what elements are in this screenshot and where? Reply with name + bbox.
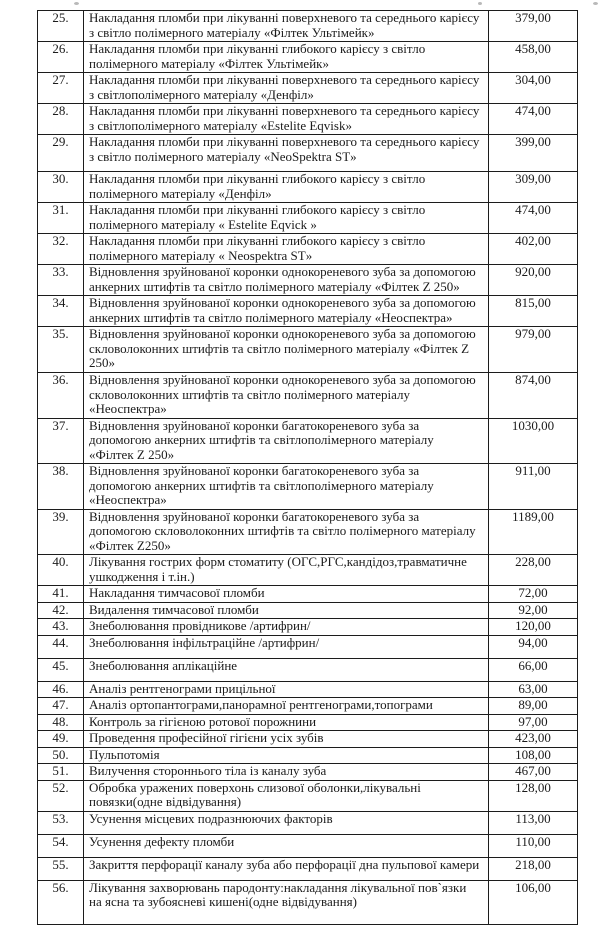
service-description-cell: Аналіз ортопантограми,панорамної рентгенограми,топограми (84, 698, 489, 715)
price-list-table (37, 10, 578, 925)
price-cell: 379,00 (489, 11, 578, 42)
row-number-cell: 47. (38, 698, 84, 715)
table-row (38, 135, 578, 172)
table-row (38, 464, 578, 510)
price-cell: 304,00 (489, 73, 578, 104)
table-row (38, 780, 578, 811)
table-row (38, 373, 578, 419)
service-description-cell: Лікування захворювань пародонту:накладання лікувальної пов`язки на ясна та зубоясневі кишені(одне відвідування) (84, 880, 489, 924)
row-number-cell: 37. (38, 418, 84, 464)
service-description-cell: Контроль за гігієною ротової порожнини (84, 714, 489, 731)
price-cell: 120,00 (489, 619, 578, 636)
price-cell: 218,00 (489, 857, 578, 880)
table-row (38, 635, 578, 658)
table-row (38, 265, 578, 296)
service-description-cell: Відновлення зруйнованої коронки однокореневого зуба за допомогою скловолоконних штифтів та світло полімерного матеріалу «Філтек Z 250» (84, 327, 489, 373)
service-description-cell: Відновлення зруйнованої коронки багатокореневого зуба за допомогою анкерних штифтів та світлополімерного матеріалу «Неоспектра» (84, 464, 489, 510)
table-row (38, 73, 578, 104)
row-number-cell: 55. (38, 857, 84, 880)
table-row (38, 104, 578, 135)
table-row (38, 418, 578, 464)
service-description-cell: Лікування гострих форм стоматиту (ОГС,РГС,кандідоз,травматичне ушкодження і т.ін.) (84, 555, 489, 586)
table-row (38, 834, 578, 857)
row-number-cell: 40. (38, 555, 84, 586)
table-row (38, 296, 578, 327)
price-cell: 467,00 (489, 764, 578, 781)
row-number-cell: 54. (38, 834, 84, 857)
price-cell: 110,00 (489, 834, 578, 857)
row-number-cell: 45. (38, 658, 84, 681)
row-number-cell: 33. (38, 265, 84, 296)
service-description-cell: Закриття перфорації каналу зуба або перфорації дна пульпової камери (84, 857, 489, 880)
row-number-cell: 38. (38, 464, 84, 510)
price-cell: 128,00 (489, 780, 578, 811)
price-cell: 911,00 (489, 464, 578, 510)
table-row (38, 619, 578, 636)
row-number-cell: 39. (38, 509, 84, 555)
price-cell: 874,00 (489, 373, 578, 419)
table-row (38, 42, 578, 73)
price-cell: 399,00 (489, 135, 578, 172)
price-table-body (38, 11, 578, 925)
price-cell: 979,00 (489, 327, 578, 373)
service-description-cell: Накладання пломби при лікуванні глибокого карієсу з світло полімерного матеріалу « Neospektra ST» (84, 234, 489, 265)
table-row (38, 586, 578, 603)
table-row (38, 764, 578, 781)
row-number-cell: 46. (38, 681, 84, 698)
row-number-cell: 30. (38, 172, 84, 203)
row-number-cell: 48. (38, 714, 84, 731)
service-description-cell: Знеболювання провідникове /артифрин/ (84, 619, 489, 636)
row-number-cell: 31. (38, 203, 84, 234)
price-cell: 1189,00 (489, 509, 578, 555)
price-cell: 72,00 (489, 586, 578, 603)
service-description-cell: Відновлення зруйнованої коронки багатокореневого зуба за допомогою скловолоконних штифтів та світло полімерного матеріалу «Філтек Z250» (84, 509, 489, 555)
table-row (38, 857, 578, 880)
price-cell: 474,00 (489, 203, 578, 234)
table-row (38, 714, 578, 731)
scan-artifact (593, 2, 598, 5)
table-row (38, 811, 578, 834)
service-description-cell: Накладання пломби при лікуванні глибокого карієсу з світло полімерного матеріалу « Estelite Eqvick » (84, 203, 489, 234)
service-description-cell: Накладання пломби при лікуванні глибокого карієсу з світло полімерного матеріалу «Філтек Ультімейк» (84, 42, 489, 73)
service-description-cell: Аналіз рентгенограми прицільної (84, 681, 489, 698)
service-description-cell: Усунення місцевих подразнюючих факторів (84, 811, 489, 834)
row-number-cell: 49. (38, 731, 84, 748)
service-description-cell: Відновлення зруйнованої коронки однокореневого зуба за допомогою анкерних штифтів та світло полімерного матеріалу «Неоспектра» (84, 296, 489, 327)
price-cell: 92,00 (489, 602, 578, 619)
service-description-cell: Пульпотомія (84, 747, 489, 764)
row-number-cell: 42. (38, 602, 84, 619)
row-number-cell: 50. (38, 747, 84, 764)
price-cell: 815,00 (489, 296, 578, 327)
row-number-cell: 41. (38, 586, 84, 603)
price-cell: 474,00 (489, 104, 578, 135)
price-cell: 309,00 (489, 172, 578, 203)
price-cell: 94,00 (489, 635, 578, 658)
price-cell: 89,00 (489, 698, 578, 715)
price-cell: 106,00 (489, 880, 578, 924)
price-cell: 920,00 (489, 265, 578, 296)
table-row (38, 327, 578, 373)
row-number-cell: 32. (38, 234, 84, 265)
row-number-cell: 53. (38, 811, 84, 834)
price-cell: 458,00 (489, 42, 578, 73)
row-number-cell: 29. (38, 135, 84, 172)
table-row (38, 658, 578, 681)
scan-artifact (74, 2, 79, 5)
row-number-cell: 43. (38, 619, 84, 636)
row-number-cell: 26. (38, 42, 84, 73)
table-row (38, 602, 578, 619)
table-row (38, 509, 578, 555)
row-number-cell: 44. (38, 635, 84, 658)
row-number-cell: 27. (38, 73, 84, 104)
service-description-cell: Вилучення стороннього тіла із каналу зуба (84, 764, 489, 781)
service-description-cell: Накладання тимчасової пломби (84, 586, 489, 603)
service-description-cell: Обробка уражених поверхонь слизової оболонки,лікувальні повязки(одне відвідування) (84, 780, 489, 811)
price-cell: 113,00 (489, 811, 578, 834)
table-row (38, 203, 578, 234)
price-cell: 108,00 (489, 747, 578, 764)
table-row (38, 731, 578, 748)
price-cell: 402,00 (489, 234, 578, 265)
service-description-cell: Накладання пломби при лікуванні поверхневого та середнього карієсу з світлополімерного матеріалу «Estelite Eqvisk» (84, 104, 489, 135)
price-cell: 1030,00 (489, 418, 578, 464)
table-row (38, 172, 578, 203)
service-description-cell: Видалення тимчасової пломби (84, 602, 489, 619)
price-cell: 97,00 (489, 714, 578, 731)
service-description-cell: Накладання пломби при лікуванні поверхневого та середнього карієсу з світлополімерного матеріалу «Денфіл» (84, 73, 489, 104)
row-number-cell: 52. (38, 780, 84, 811)
row-number-cell: 34. (38, 296, 84, 327)
service-description-cell: Проведення професійної гігієни усіх зубів (84, 731, 489, 748)
row-number-cell: 51. (38, 764, 84, 781)
row-number-cell: 56. (38, 880, 84, 924)
row-number-cell: 28. (38, 104, 84, 135)
service-description-cell: Знеболювання інфільтраційне /артифрин/ (84, 635, 489, 658)
row-number-cell: 35. (38, 327, 84, 373)
table-row (38, 747, 578, 764)
service-description-cell: Накладання пломби при лікуванні поверхневого та середнього карієсу з світло полімерного матеріалу «NeoSpektra ST» (84, 135, 489, 172)
price-cell: 66,00 (489, 658, 578, 681)
row-number-cell: 25. (38, 11, 84, 42)
price-cell: 63,00 (489, 681, 578, 698)
service-description-cell: Знеболювання аплікаційне (84, 658, 489, 681)
table-row (38, 234, 578, 265)
service-description-cell: Відновлення зруйнованої коронки однокореневого зуба за допомогою скловолоконних штифтів та світло полімерного матеріалу «Неоспектра» (84, 373, 489, 419)
service-description-cell: Накладання пломби при лікуванні поверхневого та середнього карієсу з світло полімерного матеріалу «Філтек Ультімейк» (84, 11, 489, 42)
table-row (38, 681, 578, 698)
table-row (38, 880, 578, 924)
price-cell: 228,00 (489, 555, 578, 586)
service-description-cell: Усунення дефекту пломби (84, 834, 489, 857)
service-description-cell: Відновлення зруйнованої коронки однокореневого зуба за допомогою анкерних штифтів та світло полімерного матеріалу «Філтек Z 250» (84, 265, 489, 296)
table-row (38, 555, 578, 586)
table-row (38, 11, 578, 42)
price-cell: 423,00 (489, 731, 578, 748)
scan-artifact (478, 2, 482, 5)
service-description-cell: Накладання пломби при лікуванні глибокого карієсу з світло полімерного матеріалу «Денфіл» (84, 172, 489, 203)
table-row (38, 698, 578, 715)
service-description-cell: Відновлення зруйнованої коронки багатокореневого зуба за допомогою анкерних штифтів та світлополімерного матеріалу «Філтек Z 250» (84, 418, 489, 464)
row-number-cell: 36. (38, 373, 84, 419)
